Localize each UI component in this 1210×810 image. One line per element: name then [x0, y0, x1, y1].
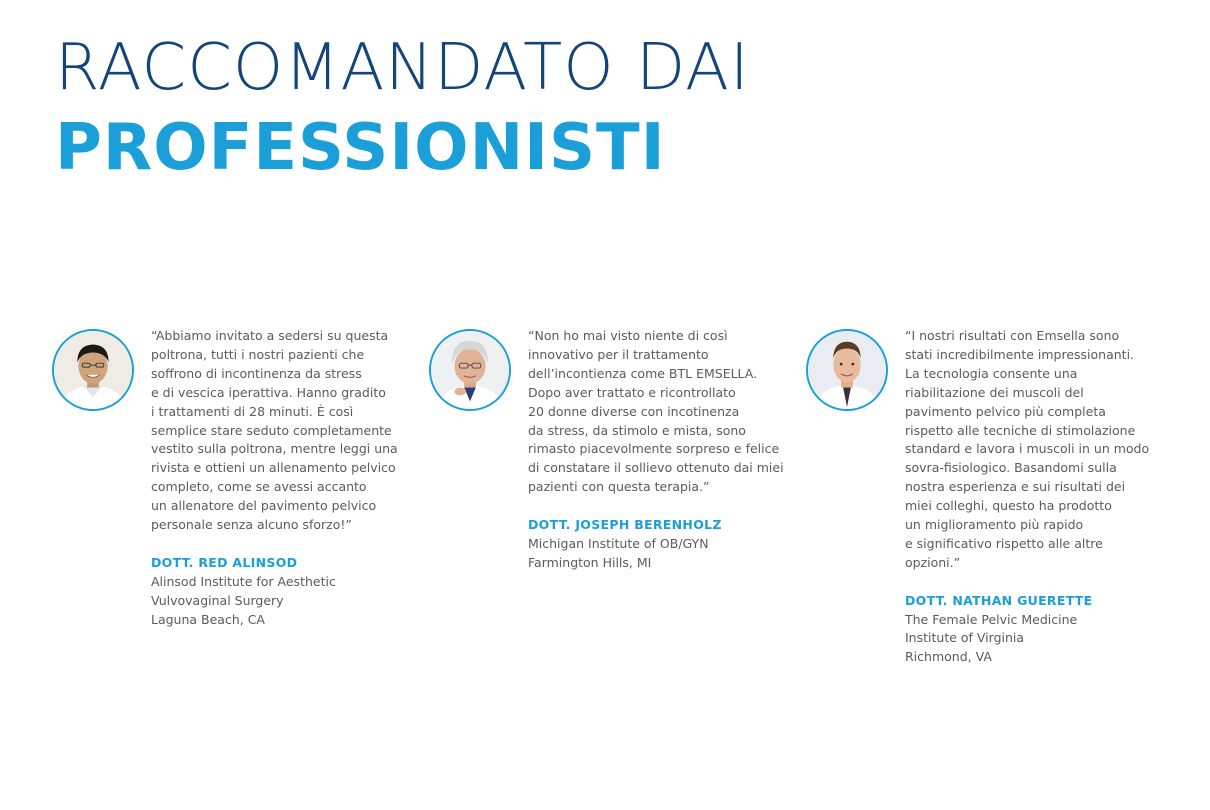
- portrait-3-drawing: [808, 331, 886, 409]
- quote-line: i trattamenti di 28 minuti. È così: [151, 403, 354, 419]
- portrait-2-drawing: [431, 331, 509, 409]
- quote-line: e di vescica iperattiva. Hanno gradito: [151, 384, 386, 400]
- quote-line: un miglioramento più rapido: [905, 517, 1084, 533]
- quote-line: “I nostri risultati con Emsella sono: [905, 328, 1120, 343]
- quote-line: da stress, da stimolo e mista, sono: [528, 422, 746, 438]
- quote-line: rispetto alle tecniche di stimolazione: [905, 422, 1136, 438]
- quote-line: nostra esperienza e sui risultati dei: [905, 479, 1126, 495]
- doctor-portrait-1-icon: [52, 329, 134, 411]
- affiliation-line: Michigan Institute of OB/GYN: [528, 535, 709, 551]
- quote-line: completo, come se avessi accanto: [151, 479, 367, 495]
- doctor-portrait-3-icon: [806, 329, 888, 411]
- quote-line: miei colleghi, questo ha prodotto: [905, 498, 1112, 514]
- quote-line: soffrono di incontinenza da stress: [151, 365, 362, 381]
- testimonial-2-quote: [528, 327, 798, 497]
- testimonial-1-quote: [151, 327, 421, 535]
- quote-line: pavimento pelvico più completa: [905, 403, 1106, 419]
- quote-line: stati incredibilmente impressionanti.: [905, 346, 1135, 362]
- headline-line-2: PROFESSIONISTI: [55, 111, 666, 185]
- quote-line: poltrona, tutti i nostri pazienti che: [151, 346, 365, 362]
- quote-line: dell’incontienza come BTL EMSELLA.: [528, 365, 758, 381]
- doctor-name: DOTT. NATHAN GUERETTE: [905, 592, 1093, 608]
- quote-line: vestito sulla poltrona, mentre leggi una: [151, 441, 398, 457]
- headline-line-1: RACCOMANDATO DAI: [55, 31, 750, 105]
- affiliation-line: Vulvovaginal Surgery: [151, 592, 284, 608]
- affiliation-line: The Female Pelvic Medicine: [905, 611, 1078, 627]
- testimonial-3-text: [905, 327, 1175, 667]
- quote-line: semplice stare seduto completamente: [151, 422, 392, 438]
- affiliation-line: Richmond, VA: [905, 649, 992, 665]
- testimonial-1-text: [151, 327, 421, 629]
- quote-line: personale senza alcuno sforzo!”: [151, 517, 352, 533]
- affiliation-line: Farmington Hills, MI: [528, 554, 652, 570]
- quote-line: La tecnologia consente una: [905, 365, 1078, 381]
- doctor-name: DOTT. RED ALINSOD: [151, 554, 298, 570]
- quote-line: rimasto piacevolmente sorpreso e felice: [528, 441, 780, 457]
- testimonial-3-quote: [905, 327, 1175, 573]
- quote-line: sovra-fisiologico. Basandomi sulla: [905, 460, 1117, 476]
- quote-line: e significativo rispetto alle altre: [905, 535, 1103, 551]
- quote-line: “Abbiamo invitato a sedersi su questa: [151, 328, 389, 343]
- quote-line: Dopo aver trattato e ricontrollato: [528, 384, 736, 400]
- headline: [55, 28, 1155, 188]
- quote-line: riabilitazione dei muscoli del: [905, 384, 1084, 400]
- quote-line: 20 donne diverse con incotinenza: [528, 403, 740, 419]
- quote-line: opzioni.”: [905, 554, 961, 570]
- quote-line: standard e lavora i muscoli in un modo: [905, 441, 1150, 457]
- testimonial-2-text: [528, 327, 798, 573]
- affiliation-line: Laguna Beach, CA: [151, 611, 265, 627]
- quote-line: “Non ho mai visto niente di così: [528, 328, 728, 343]
- quote-line: innovativo per il trattamento: [528, 346, 709, 362]
- doctor-name: DOTT. JOSEPH BERENHOLZ: [528, 517, 722, 533]
- portrait-1-drawing: [54, 331, 132, 409]
- affiliation-line: Alinsod Institute for Aesthetic: [151, 573, 336, 589]
- quote-line: pazienti con questa terapia.”: [528, 479, 710, 495]
- doctor-portrait-2-icon: [429, 329, 511, 411]
- quote-line: rivista e ottieni un allenamento pelvico: [151, 460, 396, 476]
- quote-line: di constatare il sollievo ottenuto dai miei: [528, 460, 784, 476]
- quote-line: un allenatore del pavimento pelvico: [151, 498, 377, 514]
- affiliation-line: Institute of Virginia: [905, 630, 1025, 646]
